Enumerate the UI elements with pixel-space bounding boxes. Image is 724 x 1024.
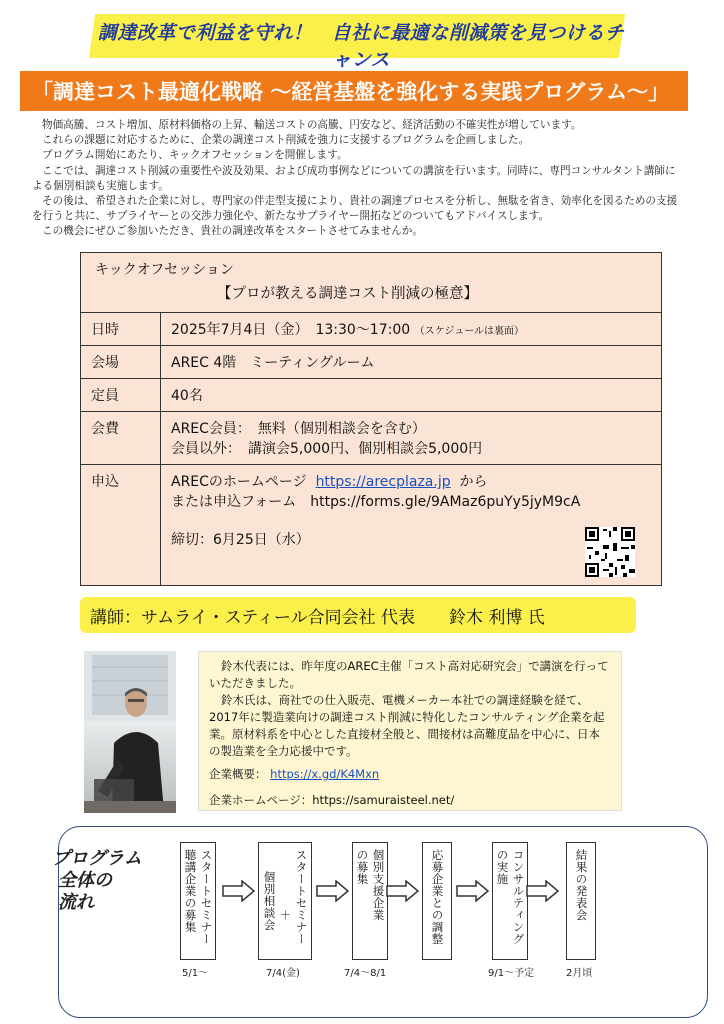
fee-value — [161, 412, 661, 464]
flow-step-2 — [258, 842, 312, 960]
event-heading — [81, 253, 661, 313]
fee-label: 会費 — [81, 412, 161, 464]
company-homepage: 企業ホームページ：https://samuraisteel.net/ — [209, 793, 455, 807]
capacity-row — [81, 379, 661, 412]
step-text: 応募企業との調整 — [430, 849, 445, 945]
intro-paragraph: この機会にぜひご参加いただき、貴社の調達改革をスタートさせてみませんか。 — [42, 225, 423, 238]
company-overview-label: 企業概要： — [209, 767, 267, 781]
intro-paragraph: プログラム開始にあたり、キックオフセッションを開催します。 — [42, 149, 348, 162]
arrow-right-icon — [222, 880, 256, 902]
arrow-right-icon — [456, 880, 490, 902]
flow-title-line3: 流れ — [58, 892, 94, 913]
deadline: 締切：6月25日（水） — [171, 532, 310, 548]
step-text: コンサルティング — [511, 849, 526, 945]
step-date: 2月頃 — [566, 968, 593, 979]
step-text: の実施 — [495, 849, 510, 885]
step-text: スタートセミナー — [294, 849, 309, 945]
intro-paragraph: その後は、希望された企業に対し、専門家の伴走型支援により、貴社の調達プロセスを分析し、無駄を省き、効率化を図るための支援を行うと共に、サプライヤーとの交渉力強化や、新たなサプライヤー開拓などのついてもアドバイスします。 — [32, 195, 678, 223]
step-date: 7/4〜8/1 — [344, 968, 387, 979]
event-heading-line2: 【プロが教える調達コスト削減の極意】 — [217, 286, 478, 302]
arrow-right-icon — [526, 880, 560, 902]
date-row — [81, 313, 661, 346]
venue-row — [81, 346, 661, 379]
venue-value: AREC 4階 ミーティングルーム — [171, 355, 375, 371]
step-text: の募集 — [355, 849, 370, 885]
date-note: （スケジュールは裏面） — [414, 326, 524, 337]
company-overview-link[interactable]: https://x.gd/K4Mxn — [270, 767, 380, 781]
fee-row — [81, 412, 661, 465]
venue-label: 会場 — [81, 346, 161, 378]
top-banner-text: 調達改革で利益を守れ！ 自社に最適な削減策を見つけるチャンス — [97, 22, 625, 71]
step-text: 個別支援企業 — [371, 849, 386, 921]
capacity-label: 定員 — [81, 379, 161, 411]
date-value — [161, 313, 661, 345]
event-heading-line1: キックオフセッション — [95, 262, 234, 278]
step-text: ＋ — [278, 909, 293, 921]
apply-line1 — [171, 471, 651, 491]
step-text: 個別相談会 — [262, 871, 277, 931]
intro-paragraph: 物価高騰、コスト増加、原材料価格の上昇、輸送コストの高騰、円安など、経済活動の不確実性が増しています。 — [42, 119, 582, 131]
arrow-right-icon — [386, 880, 420, 902]
lecturer-photo — [84, 651, 176, 813]
flow-title-line1: プログラム — [52, 848, 142, 869]
person-icon — [84, 651, 176, 813]
arec-homepage-link[interactable]: https://arecplaza.jp — [315, 474, 451, 490]
step-date: 7/4(金) — [266, 968, 300, 979]
bio-paragraph: 鈴木代表には、昨年度のAREC主催「コスト高対応研究会」で講演を行っていただきました。 — [209, 659, 609, 690]
flow-step-6 — [566, 842, 596, 960]
company-overview — [209, 766, 611, 783]
flow-step-3 — [352, 842, 388, 960]
fee-nonmember: 会員以外： 講演会5,000円、個別相談会5,000円 — [171, 441, 483, 457]
flow-step-4 — [422, 842, 452, 960]
step-text: スタートセミナー — [199, 849, 214, 945]
capacity-value: 40名 — [171, 388, 203, 404]
arrow-right-icon — [316, 880, 350, 902]
intro-text — [32, 118, 682, 240]
apply-text-suffix: から — [459, 474, 488, 490]
bio-paragraph: 鈴木氏は、商社での仕入販売、電機メーカー本社での調達経験を経て、2017年に製造業向けの調達コスト削減に特化したコンサルティング企業を起業。原材料系を中心とした直接材全般と、間接材は高難度品を中心に、日本の製造業を全力応援中です。 — [209, 693, 605, 758]
page-title: 「調達コスト最適化戦略 ～経営基盤を強化する実践プログラム～」 — [20, 71, 688, 111]
flow-step-1 — [180, 842, 216, 960]
step-text: 聴講企業の募集 — [183, 849, 198, 933]
step-date: 5/1〜 — [182, 968, 209, 979]
date-text: 2025年7月4日（金） 13:30〜17:00 — [171, 322, 411, 338]
lecturer-bio — [198, 651, 622, 811]
fee-member: AREC会員： 無料（個別相談会を含む） — [171, 421, 426, 437]
flow-step-5 — [492, 842, 528, 960]
apply-label: 申込 — [81, 465, 161, 585]
intro-paragraph: これらの課題に対応するために、企業の調達コスト削減を強力に支援するプログラムを企画しました。 — [42, 134, 530, 147]
intro-paragraph: ここでは、調達コスト削減の重要性や波及効果、および成功事例などについての講演を行います。同時に、専門コンサルタント講師による個別相談も実施します。 — [32, 164, 676, 192]
program-flow-title — [52, 848, 142, 914]
lecturer-heading: 講師：サムライ・スティール合同会社 代表 鈴木 利博 氏 — [80, 597, 636, 633]
step-date: 9/1〜予定 — [488, 968, 535, 979]
flow-title-line2: 全体の — [58, 870, 112, 891]
qr-code-icon — [585, 527, 635, 577]
date-label: 日時 — [81, 313, 161, 345]
apply-row — [81, 465, 661, 585]
apply-value — [161, 465, 661, 585]
step-text: 結果の発表会 — [574, 849, 589, 921]
apply-text: ARECのホームページ — [171, 474, 307, 490]
event-info-table — [80, 252, 662, 586]
apply-form-line: または申込フォーム https://forms.gle/9AMaz6puYy5jyM9cA — [171, 494, 581, 510]
